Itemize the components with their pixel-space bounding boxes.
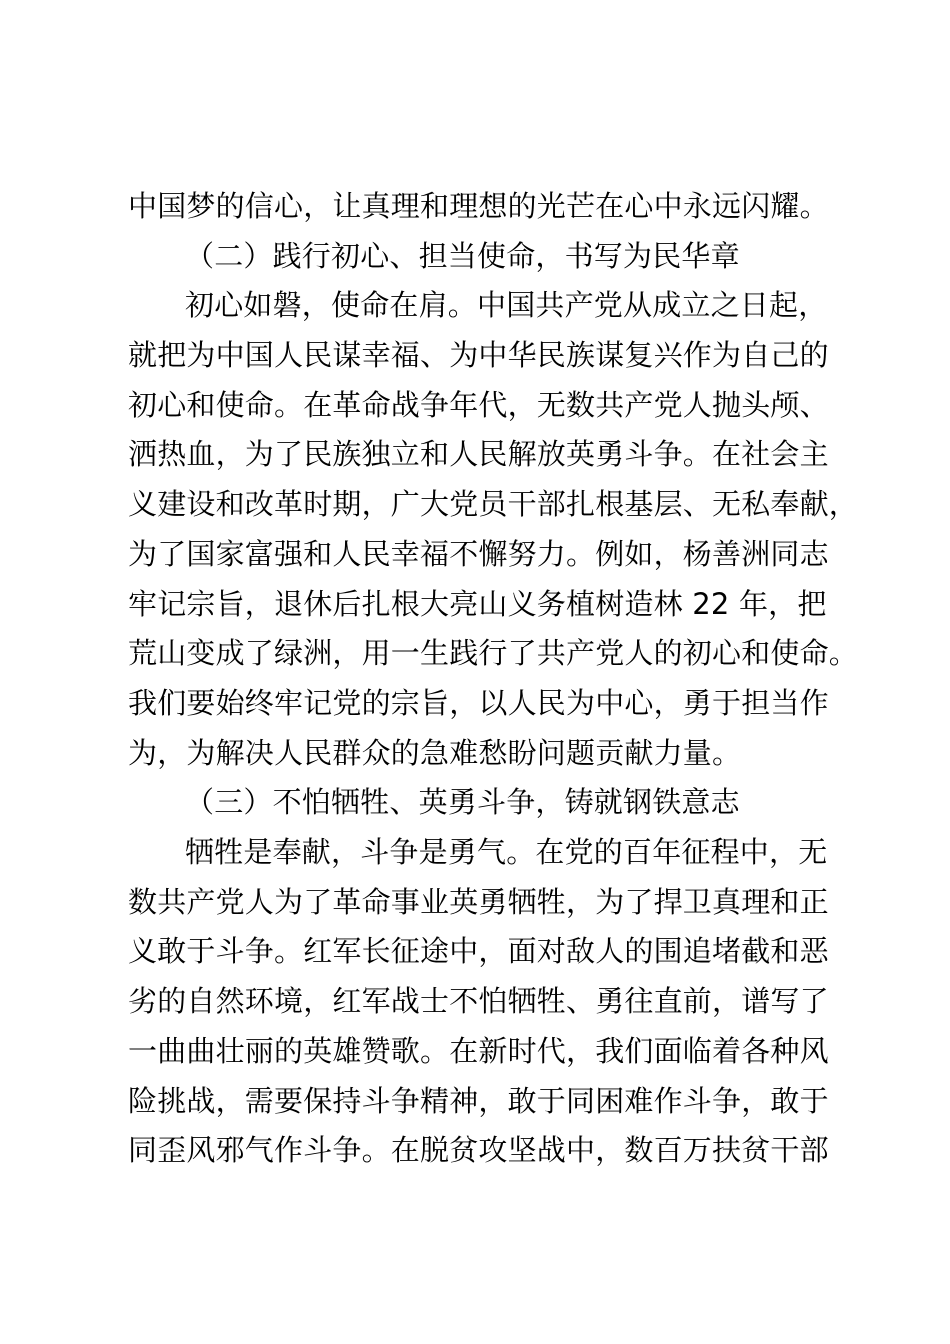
paragraph-line: 为，为解决人民群众的急难愁盼问题贡献力量。 (128, 736, 742, 770)
paragraph-line: 为了国家富强和人民幸福不懈努力。例如，杨善洲同志 (128, 537, 829, 571)
paragraph-line: 我们要始终牢记党的宗旨，以人民为中心，勇于担当作 (128, 686, 829, 720)
paragraph-line: 同歪风邪气作斗争。在脱贫攻坚战中，数百万扶贫干部 (128, 1133, 829, 1167)
paragraph-line: 劣的自然环境，红军战士不怕牺牲、勇往直前，谱写了 (128, 984, 829, 1018)
paragraph-line: 义敢于斗争。红军长征途中，面对敌人的围追堵截和恶 (128, 934, 829, 968)
paragraph-line: 牺牲是奉献，斗争是勇气。在党的百年征程中，无 (185, 835, 828, 869)
paragraph-line: 义建设和改革时期，广大党员干部扎根基层、无私奉献， (128, 487, 859, 521)
paragraph-line: 险挑战，需要保持斗争精神，敢于同困难作斗争，敢于 (128, 1084, 829, 1118)
paragraph-line: 中国梦的信心，让真理和理想的光芒在心中永远闪耀。 (128, 189, 829, 223)
section-heading: （三）不怕牺牲、英勇斗争，铸就钢铁意志 (185, 785, 740, 819)
paragraph-line: 就把为中国人民谋幸福、为中华民族谋复兴作为自己的 (128, 338, 829, 372)
paragraph-line: 牢记宗旨，退休后扎根大亮山义务植树造林 22 年，把 (128, 587, 827, 621)
paragraph-line: 初心如磐，使命在肩。中国共产党从成立之日起， (185, 288, 828, 322)
paragraph-line: 一曲曲壮丽的英雄赞歌。在新时代，我们面临着各种风 (128, 1034, 829, 1068)
paragraph-line: 荒山变成了绿洲，用一生践行了共产党人的初心和使命。 (128, 636, 859, 670)
section-heading: （二）践行初心、担当使命，书写为民华章 (185, 239, 740, 273)
paragraph-line: 数共产党人为了革命事业英勇牺牲，为了捍卫真理和正 (128, 885, 829, 919)
paragraph-line: 洒热血，为了民族独立和人民解放英勇斗争。在社会主 (128, 437, 829, 471)
paragraph-line: 初心和使命。在革命战争年代，无数共产党人抛头颅、 (128, 388, 829, 422)
